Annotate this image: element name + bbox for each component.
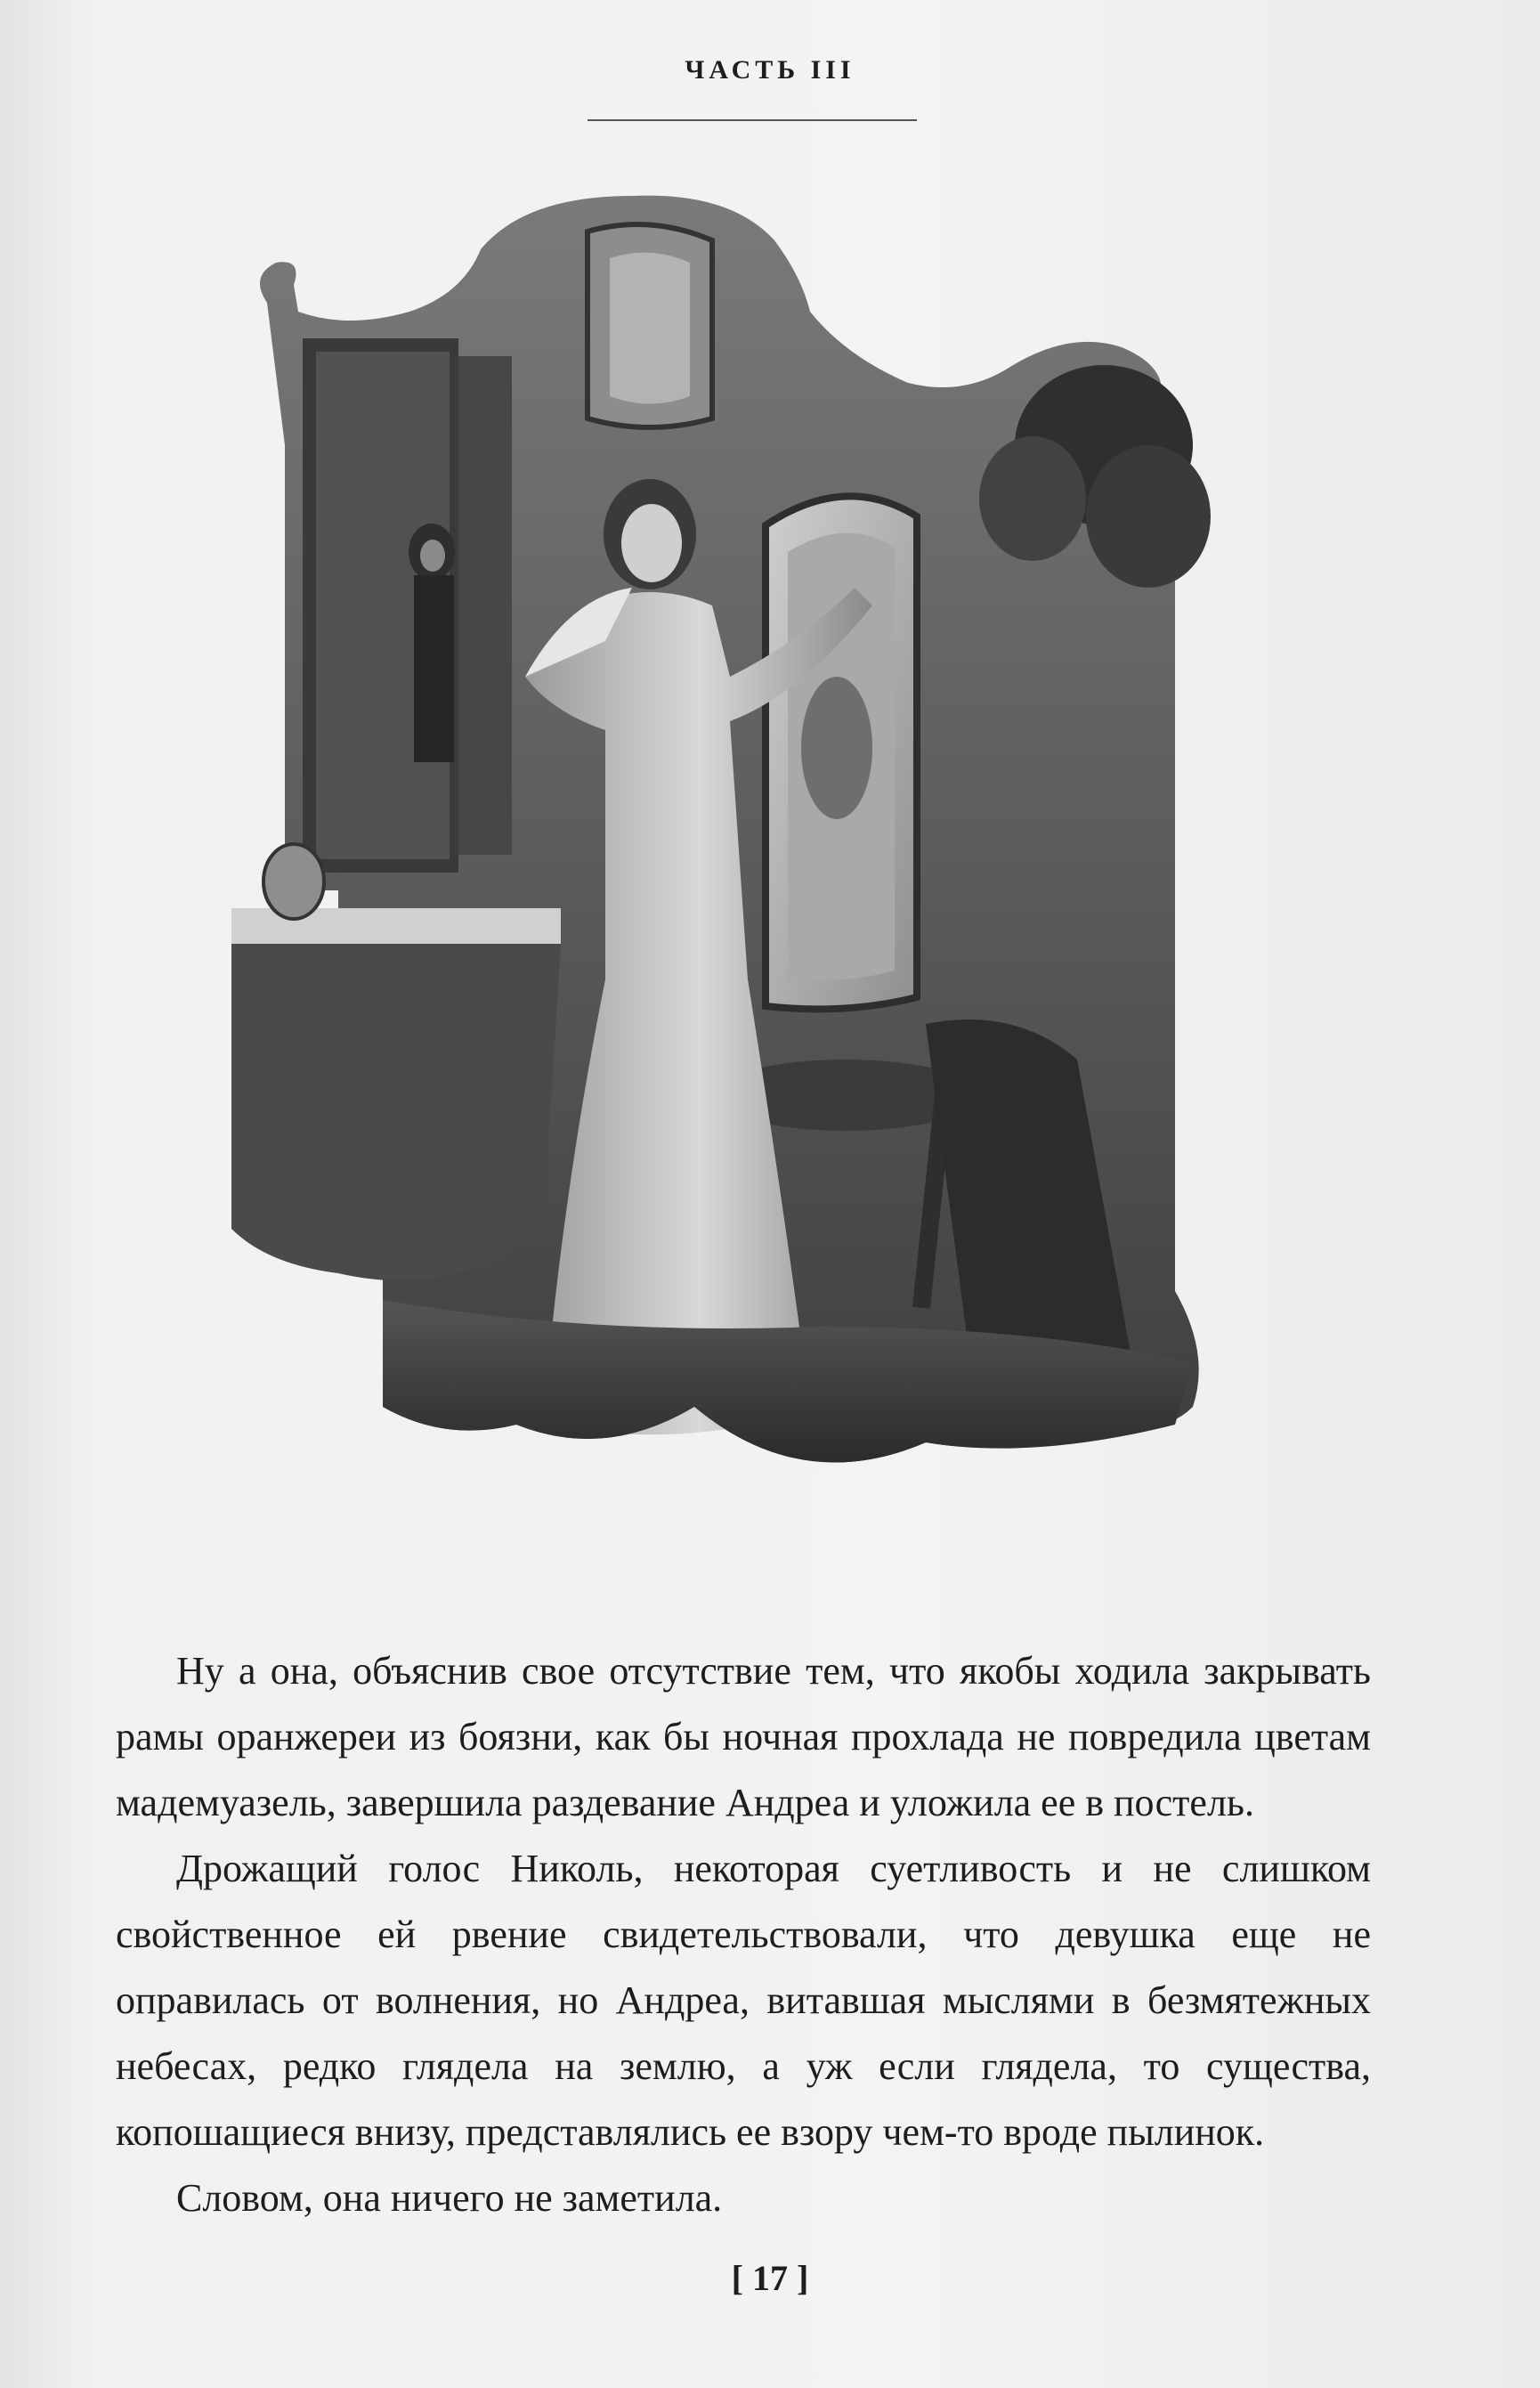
page-number: [ 17 ] xyxy=(731,2258,809,2298)
paragraph: Дрожащий голос Николь, некоторая суетливость и не слишком свойственное ей рвение свидетельствовали, что девушка еще не оправилась от волнения, но Андреа, витавшая мыслями в безмятежных небесах, редко глядела на землю, а уж если глядела, то существа, копошащиеся внизу, представлялись ее взору чем-то вроде пылинок. xyxy=(116,1847,1371,2154)
paragraph: Словом, она ничего не заметила. xyxy=(176,2176,723,2220)
engraving-woman-undressing-with-hidden-man-icon xyxy=(231,178,1282,1603)
paragraph: Ну а она, объяснив свое отсутствие тем, что якобы ходила закрывать рамы оранжереи из боязни, как бы ночная прохлада не повредила цветам мадемуазель, завершила раздевание Андреа и уложила ее в постель. xyxy=(116,1649,1371,1824)
running-head: ЧАСТЬ III xyxy=(685,55,855,85)
body-text xyxy=(116,1638,1371,2231)
header-rule xyxy=(588,119,917,121)
